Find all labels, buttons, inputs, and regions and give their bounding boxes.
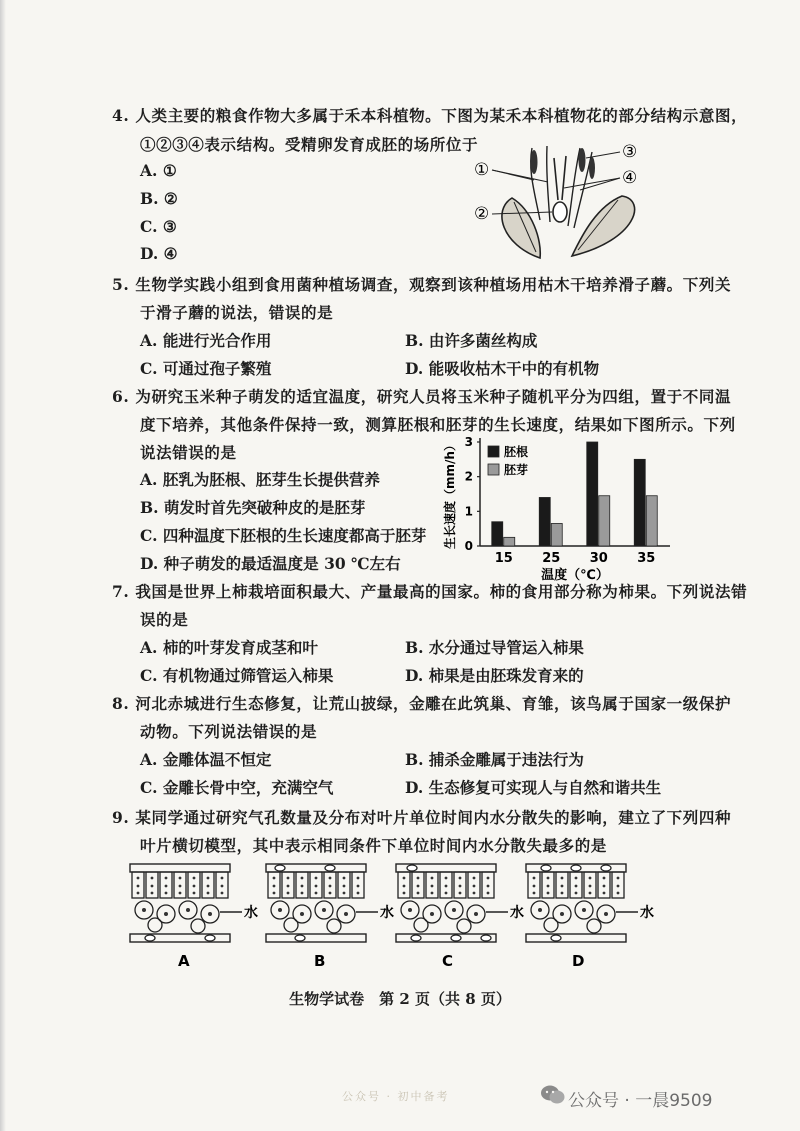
q6-option-c: C. 四种温度下胚根的生长速度都高于胚芽	[140, 526, 427, 545]
q5-option-c: C. 可通过孢子繁殖	[140, 359, 272, 378]
q8-option-c: C. 金雕长骨中空，充满空气	[140, 778, 334, 797]
q8-option-b: B. 捕杀金雕属于违法行为	[405, 750, 584, 769]
wechat-account-label: 公众号 · 一晨9509	[568, 1091, 713, 1111]
legend-swatch-胚根	[488, 446, 499, 457]
model-label-d: D	[572, 952, 585, 970]
water-label-a: 水	[244, 905, 258, 921]
q4-stem-line1: 4. 人类主要的粮食作物大多属于禾本科植物。下图为某禾本科植物花的部分结构示意图，	[112, 106, 748, 125]
q5-option-a: A. 能进行光合作用	[140, 331, 272, 350]
x-axis-label: 温度（℃）	[541, 568, 609, 583]
q8-stem-line2: 动物。下列说法错误的是	[140, 722, 318, 741]
q4-option-d: D. ④	[140, 244, 178, 263]
y-tick-label: 1	[464, 504, 473, 519]
q6-stem-line1: 6. 为研究玉米种子萌发的适宜温度，研究人员将玉米种子随机平分为四组，置于不同温	[112, 387, 732, 406]
q4-option-c: C. ③	[140, 217, 177, 236]
q9-stem-line2: 叶片横切模型，其中表示相同条件下单位时间内水分散失最多的是	[140, 836, 607, 855]
q4-option-b: B. ②	[140, 189, 178, 208]
leaf-cross-section-models	[120, 862, 660, 974]
bar-胚根-25	[539, 497, 550, 546]
wechat-icon	[540, 1084, 566, 1106]
bar-胚芽-25	[551, 523, 562, 546]
label-3: ③	[622, 142, 638, 162]
q6-option-b: B. 萌发时首先突破种皮的是胚芽	[140, 498, 366, 517]
water-label-c: 水	[510, 905, 524, 921]
y-axis-label: 生长速度（mm/h）	[443, 439, 457, 549]
bar-胚芽-15	[504, 537, 515, 546]
q7-option-c: C. 有机物通过筛管运入柿果	[140, 666, 334, 685]
q7-option-d: D. 柿果是由胚珠发育来的	[405, 666, 584, 685]
bar-胚根-30	[587, 442, 598, 546]
q9-stem-line1: 9. 某同学通过研究气孔数量及分布对叶片单位时间内水分散失的影响，建立了下列四种	[112, 808, 732, 827]
label-4: ④	[622, 168, 638, 188]
x-tick-label: 15	[494, 551, 513, 566]
water-label-d: 水	[640, 905, 654, 921]
q8-stem-line1: 8. 河北赤城进行生态修复，让荒山披绿，金雕在此筑巢、育雏，该鸟属于国家一级保护	[112, 694, 732, 713]
y-tick-label: 2	[464, 469, 473, 484]
bar-胚根-35	[634, 459, 645, 546]
q7-option-a: A. 柿的叶芽发育成茎和叶	[140, 638, 318, 657]
q5-option-d: D. 能吸收枯木干中的有机物	[405, 359, 600, 378]
q8-option-a: A. 金雕体温不恒定	[140, 750, 272, 769]
q5-option-b: B. 由许多菌丝构成	[405, 331, 538, 350]
legend-swatch-胚芽	[488, 464, 499, 475]
label-1: ①	[474, 160, 490, 180]
model-label-c: C	[442, 952, 454, 970]
x-tick-label: 25	[542, 551, 561, 566]
label-2: ②	[474, 204, 490, 224]
q4-option-a: A. ①	[140, 161, 177, 180]
flower-structure-diagram	[462, 140, 662, 262]
q7-option-b: B. 水分通过导管运入柿果	[405, 638, 584, 657]
q8-option-d: D. 生态修复可实现人与自然和谐共生	[405, 778, 662, 797]
q4-stem-line2: ①②③④表示结构。受精卵发育成胚的场所位于	[140, 135, 479, 154]
q6-stem-line3: 说法错误的是	[140, 443, 237, 462]
q5-stem-line1: 5. 生物学实践小组到食用菌种植场调查，观察到该种植场用枯木干培养滑子蘑。下列关	[112, 275, 732, 294]
bar-胚根-15	[492, 522, 503, 546]
faint-watermark: 公众号 · 初中备考	[342, 1090, 450, 1103]
water-label-b: 水	[380, 905, 394, 921]
x-tick-label: 30	[589, 551, 608, 566]
bar-胚芽-35	[646, 496, 657, 546]
model-label-a: A	[178, 952, 190, 970]
q6-stem-line2: 度下培养，其他条件保持一致，测算胚根和胚芽的生长速度，结果如下图所示。下列	[140, 415, 736, 434]
y-tick-label: 3	[464, 435, 473, 449]
legend-label: 胚芽	[504, 463, 529, 477]
y-tick-label: 0	[464, 539, 473, 553]
q6-option-d: D. 种子萌发的最适温度是 30 ℃左右	[140, 554, 401, 573]
x-tick-label: 35	[637, 551, 656, 566]
q6-option-a: A. 胚乳为胚根、胚芽生长提供营养	[140, 470, 380, 489]
model-label-b: B	[314, 952, 326, 970]
bar-胚芽-30	[599, 496, 610, 546]
page-footer: 生物学试卷 第 2 页（共 8 页）	[289, 990, 511, 1008]
q5-stem-line2: 于滑子蘑的说法，错误的是	[140, 303, 334, 322]
legend-label: 胚根	[504, 445, 529, 459]
q7-stem-line2: 误的是	[140, 610, 189, 629]
q7-stem-line1: 7. 我国是世界上柿栽培面积最大、产量最高的国家。柿的食用部分称为柿果。下列说法错	[112, 582, 748, 601]
page-spine-shadow	[0, 0, 6, 1131]
growth-rate-bar-chart	[440, 434, 680, 584]
